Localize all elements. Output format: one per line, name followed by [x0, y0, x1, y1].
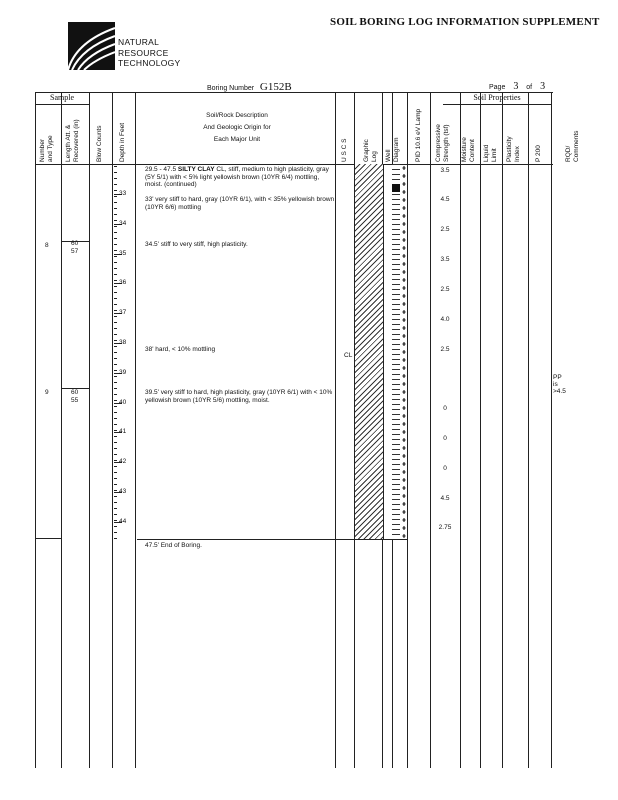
logo-icon — [68, 22, 115, 70]
sample-9-number: 9 — [45, 389, 49, 396]
depth-tick-minor — [114, 298, 117, 299]
pp-value-10: 0 — [443, 465, 447, 472]
depth-tick-minor — [114, 412, 117, 413]
depth-tick-minor — [114, 346, 117, 347]
col-line-5 — [335, 92, 336, 768]
col-header-depth: Depth in Feet — [119, 122, 126, 162]
sample-8-length: 60 57 — [71, 240, 79, 255]
depth-tick-minor — [114, 394, 117, 395]
pp-value-7: 2.5 — [440, 346, 450, 353]
col-header-blow-counts: Blow Counts — [96, 125, 103, 162]
depth-tick-minor — [114, 172, 117, 173]
sample-end-rule — [35, 538, 61, 539]
depth-tick-minor — [114, 418, 117, 419]
col-line-3 — [112, 92, 113, 768]
pp-value-2: 4.5 — [440, 196, 450, 203]
description-2: 33' very stiff to hard, gray (10YR 6/1), with < 35% yellowish brown (10YR 6/6) mottling — [145, 196, 335, 211]
pp-value-4: 3.5 — [440, 256, 450, 263]
sample-8-number: 8 — [45, 242, 49, 249]
uscs-value: CL — [344, 352, 353, 359]
depth-tick-minor — [114, 448, 117, 449]
col-line-10 — [430, 92, 431, 768]
depth-label: 42 — [119, 458, 127, 466]
depth-tick-minor — [114, 292, 117, 293]
depth-tick-minor — [114, 190, 117, 191]
col-line-11 — [460, 92, 461, 768]
col-line-1 — [61, 92, 62, 768]
depth-label: 41 — [119, 428, 127, 436]
depth-tick-minor — [114, 220, 117, 221]
col-line-13 — [502, 92, 503, 768]
description-1-bold: SILTY CLAY — [177, 166, 215, 173]
depth-tick-minor — [114, 358, 117, 359]
rqd-comment: PP is >4.5 — [553, 374, 566, 395]
col-line-12 — [480, 92, 481, 768]
desc-header-line-1: Soil/Rock Description — [206, 112, 268, 119]
depth-tick-minor — [114, 526, 117, 527]
desc-header-line-2: And Geologic Origin for — [203, 124, 271, 131]
depth-tick-minor — [114, 514, 117, 515]
depth-tick-minor — [114, 232, 117, 233]
depth-tick-minor — [114, 286, 117, 287]
col-header-well-diagram: Well Diagram — [385, 137, 400, 162]
depth-tick-minor — [114, 202, 117, 203]
depth-tick-minor — [114, 256, 117, 257]
depth-tick-minor — [114, 478, 117, 479]
depth-tick-minor — [114, 424, 117, 425]
depth-tick-minor — [114, 460, 117, 461]
col-line-9 — [407, 92, 408, 768]
end-of-boring-rule — [137, 539, 407, 540]
logo-line-3: TECHNOLOGY — [118, 58, 181, 68]
depth-tick-minor — [114, 352, 117, 353]
col-header-uscs: U S C S — [341, 138, 348, 162]
description-5: 39.5' very stiff to hard, high plasticity, gray (10YR 6/1) with < 10% yellowish brown (10YR 5/6) mottling, moist. — [145, 389, 333, 404]
sample-group-rule — [35, 104, 89, 105]
logo-swoosh-icon — [68, 22, 115, 70]
depth-tick-minor — [114, 208, 117, 209]
depth-tick-minor — [114, 472, 117, 473]
depth-tick-minor — [114, 262, 117, 263]
sample-9-divider — [61, 388, 89, 389]
page-of-label: of — [526, 84, 533, 91]
depth-tick-minor — [114, 226, 117, 227]
depth-tick-minor — [114, 310, 117, 311]
depth-tick-minor — [114, 430, 117, 431]
depth-tick-minor — [114, 178, 117, 179]
depth-tick-minor — [114, 280, 117, 281]
depth-tick-minor — [114, 538, 117, 539]
depth-tick-minor — [114, 532, 117, 533]
col-header-pid: PID 10.6 eV Lamp — [415, 108, 422, 162]
pp-value-12: 2.75 — [438, 524, 452, 531]
well-casing — [392, 164, 400, 539]
description-1-text: CL, stiff, medium to high plasticity, gray (5Y 5/1) with < 5% light yellowish brown (10YR 6/4) mottling, moist. (continued) — [145, 166, 329, 188]
col-header-compressive: Compressive Strength (tsf) — [435, 124, 450, 162]
depth-tick-minor — [114, 502, 117, 503]
depth-tick-minor — [114, 166, 117, 167]
description-3: 34.5' stiff to very stiff, high plasticity. — [145, 241, 248, 248]
depth-tick-minor — [114, 382, 117, 383]
depth-tick-minor — [114, 388, 117, 389]
depth-tick-minor — [114, 328, 117, 329]
depth-tick-minor — [114, 490, 117, 491]
boring-number-value: G152B — [259, 81, 292, 93]
col-header-graphic-log: Graphic Log — [363, 139, 378, 162]
depth-tick-minor — [114, 436, 117, 437]
graphic-log-hatch — [354, 164, 384, 539]
depth-tick-minor — [114, 184, 117, 185]
depth-tick-minor — [114, 364, 117, 365]
depth-label: 34 — [119, 219, 127, 227]
description-1-lead: 29.5 - 47.5 — [145, 166, 178, 173]
col-header-length-recovered: Length Att. & Recovered (in) — [65, 119, 80, 162]
logo-line-1: NATURAL — [118, 37, 160, 47]
depth-tick-minor — [114, 238, 117, 239]
depth-tick-minor — [114, 520, 117, 521]
depth-label: 44 — [119, 517, 127, 525]
pp-value-11: 4.5 — [440, 495, 450, 502]
depth-tick-minor — [114, 442, 117, 443]
page-label: Page — [489, 84, 506, 91]
depth-tick-minor — [114, 196, 117, 197]
depth-tick-minor — [114, 496, 117, 497]
logo-line-2: RESOURCE — [118, 47, 169, 58]
logo-text — [118, 37, 181, 69]
col-line-14 — [528, 92, 529, 768]
col-line-2 — [89, 92, 90, 768]
sample-group-header: Sample — [50, 93, 74, 102]
depth-tick-minor — [114, 454, 117, 455]
pp-value-9: 0 — [443, 435, 447, 442]
depth-label: 33 — [119, 190, 127, 197]
sample-9-length: 60 55 — [71, 389, 79, 404]
page-indicator — [489, 81, 551, 92]
col-line-15 — [551, 92, 552, 768]
col-line-0 — [35, 92, 36, 768]
depth-label: 38 — [119, 339, 127, 346]
col-header-plasticity: Plasticity Index — [506, 136, 521, 162]
sample-8-divider — [61, 241, 89, 242]
depth-tick-minor — [114, 370, 117, 371]
description-4: 38' hard, < 10% mottling — [145, 346, 216, 353]
depth-tick-minor — [114, 268, 117, 269]
well-seal-block — [392, 184, 400, 192]
depth-tick-minor — [114, 244, 117, 245]
pp-value-3: 2.5 — [440, 226, 450, 233]
depth-tick-minor — [114, 322, 117, 323]
col-header-liquid-limit: Liquid Limit — [483, 144, 498, 162]
description-6: 47.5' End of Boring. — [145, 542, 202, 549]
description-1 — [145, 166, 335, 189]
desc-header-line-3: Each Major Unit — [213, 136, 261, 143]
boring-log-table — [35, 92, 580, 768]
col-header-moisture: Moisture Content — [461, 137, 476, 162]
pp-value-6: 4.0 — [440, 316, 450, 323]
col-line-4 — [135, 92, 136, 768]
depth-tick-minor — [114, 484, 117, 485]
soil-properties-header: Soil Properties — [473, 93, 521, 102]
depth-tick-minor — [114, 508, 117, 509]
col-header-rqd: RQD/ Comments — [565, 130, 580, 162]
page-title: SOIL BORING LOG INFORMATION SUPPLEMENT — [330, 16, 600, 28]
depth-tick-minor — [114, 250, 117, 251]
depth-tick-minor — [114, 466, 117, 467]
depth-label: 35 — [119, 249, 127, 257]
depth-tick-minor — [114, 376, 117, 377]
depth-tick-minor — [114, 304, 117, 305]
depth-label: 40 — [119, 398, 127, 406]
depth-tick-minor — [114, 214, 117, 215]
col-header-description — [137, 110, 337, 146]
depth-tick-minor — [114, 274, 117, 275]
depth-tick-minor — [114, 316, 117, 317]
col-header-number-type: Number and Type — [39, 135, 54, 162]
well-sand-pack — [401, 164, 407, 539]
depth-tick-minor — [114, 406, 117, 407]
depth-label: 37 — [119, 309, 127, 317]
depth-label: 39 — [119, 368, 127, 376]
boring-number-label: Boring Number — [207, 85, 255, 92]
page-total: 3 — [540, 81, 546, 92]
depth-tick-minor — [114, 400, 117, 401]
page-current: 3 — [513, 81, 519, 92]
depth-label: 36 — [119, 279, 127, 287]
pp-value-1: 3.5 — [440, 167, 450, 174]
col-header-p200: P 200 — [535, 145, 542, 162]
pp-value-8: 0 — [443, 405, 447, 412]
pp-value-5: 2.5 — [440, 286, 450, 293]
depth-tick-minor — [114, 340, 117, 341]
depth-tick-minor — [114, 334, 117, 335]
depth-label: 43 — [119, 488, 127, 495]
